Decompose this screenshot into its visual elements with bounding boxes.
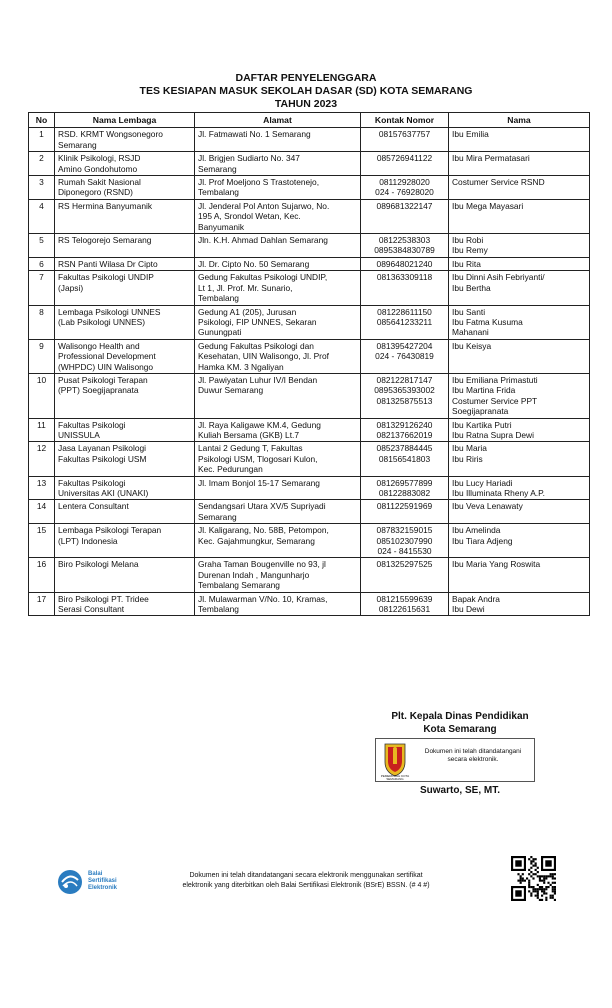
cell-alamat: Gedung Fakultas Psikologi dan Kesehatan, UIN Walisongo, Jl. Prof Hamka KM. 3 Ngaliyan	[195, 339, 361, 373]
cell-nama: Ibu Maria Yang Roswita	[449, 558, 590, 592]
table-body	[29, 128, 590, 616]
cell-alamat: Jl. Prof Moeljono S Trastotenejo, Tembalang	[195, 176, 361, 200]
cell-lembaga: Fakultas Psikologi Universitas AKI (UNAKI)	[55, 476, 195, 500]
cell-kontak: 081395427204 024 - 76430819	[361, 339, 449, 373]
footer-note	[136, 871, 476, 891]
table-header-row	[29, 113, 590, 128]
cell-nama: Ibu Dinni Asih Febriyanti/ Ibu Bertha	[449, 271, 590, 305]
seal-caption: PEMERINTAH KOTA SEMARANG	[380, 774, 410, 781]
cell-alamat: Graha Taman Bougenville no 93, jl Durenan Indah , Mangunharjo Tembalang Semarang	[195, 558, 361, 592]
table-row	[29, 257, 590, 270]
bsre-logo-icon	[56, 868, 84, 896]
col-header-nama: Nama	[449, 113, 590, 128]
table-row	[29, 234, 590, 258]
cell-nama: Ibu Robi Ibu Remy	[449, 234, 590, 258]
cell-nama: Ibu Amelinda Ibu Tiara Adjeng	[449, 524, 590, 558]
cell-lembaga: Jasa Layanan Psikologi Fakultas Psikologi USM	[55, 442, 195, 476]
col-header-kontak: Kontak Nomor	[361, 113, 449, 128]
cell-nama: Ibu Mira Permatasari	[449, 152, 590, 176]
document-title: DAFTAR PENYELENGGARA	[235, 72, 377, 84]
cell-no: 8	[29, 305, 55, 339]
cell-no: 6	[29, 257, 55, 270]
cell-alamat: Jl. Dr. Cipto No. 50 Semarang	[195, 257, 361, 270]
cell-lembaga: Lembaga Psikologi Terapan (LPT) Indonesia	[55, 524, 195, 558]
table-row	[29, 339, 590, 373]
cell-alamat: Lantai 2 Gedung T, Fakultas Psikologi USM, Tlogosari Kulon, Kec. Pedurungan	[195, 442, 361, 476]
cell-lembaga: Fakultas Psikologi UNDIP (Japsi)	[55, 271, 195, 305]
cell-kontak: 08157637757	[361, 128, 449, 152]
cell-nama: Ibu Kartika Putri Ibu Ratna Supra Dewi	[449, 418, 590, 442]
cell-nama: Bapak Andra Ibu Dewi	[449, 592, 590, 616]
cell-kontak: 081122591969	[361, 500, 449, 524]
signer-office: Kota Semarang	[423, 724, 497, 735]
cell-lembaga: RS Telogorejo Semarang	[55, 234, 195, 258]
cell-lembaga: Klinik Psikologi, RSJD Amino Gondohutomo	[55, 152, 195, 176]
cell-kontak: 089681322147	[361, 199, 449, 233]
cell-no: 4	[29, 199, 55, 233]
cell-kontak: 081329126240 082137662019	[361, 418, 449, 442]
footer-note-line2: elektronik yang diterbitkan oleh Balai Sertifikasi Elektronik (BSrE) BSSN. (# 4 #)	[182, 882, 430, 889]
cell-kontak: 081269577899 08122883082	[361, 476, 449, 500]
table-row	[29, 592, 590, 616]
cell-kontak: 089648021240	[361, 257, 449, 270]
document-year: TAHUN 2023	[274, 98, 338, 110]
cell-kontak: 085726941122	[361, 152, 449, 176]
cell-nama: Ibu Rita	[449, 257, 590, 270]
cell-no: 2	[29, 152, 55, 176]
document-subtitle: TES KESIAPAN MASUK SEKOLAH DASAR (SD) KOTA SEMARANG	[139, 85, 473, 97]
signer-position: Plt. Kepala Dinas Pendidikan	[391, 711, 529, 722]
table-row	[29, 128, 590, 152]
col-header-alamat: Alamat	[195, 113, 361, 128]
cell-alamat: Jl. Jenderal Pol Anton Sujarwo, No. 195 A, Srondol Wetan, Kec. Banyumanik	[195, 199, 361, 233]
cell-lembaga: RSD. KRMT Wongsonegoro Semarang	[55, 128, 195, 152]
cell-kontak: 08112928020 024 - 76928020	[361, 176, 449, 200]
cell-lembaga: Lentera Consultant	[55, 500, 195, 524]
bsre-logo	[56, 868, 146, 896]
cell-no: 3	[29, 176, 55, 200]
cell-kontak: 081325297525	[361, 558, 449, 592]
table-row	[29, 373, 590, 418]
cell-alamat: Jln. K.H. Ahmad Dahlan Semarang	[195, 234, 361, 258]
city-seal-icon	[382, 742, 408, 778]
cell-no: 13	[29, 476, 55, 500]
bsre-logo-text: Balai Sertifikasi Elektronik	[88, 871, 118, 891]
cell-kontak: 085237884445 08156541803	[361, 442, 449, 476]
cell-alamat: Jl. Pawiyatan Luhur IV/I Bendan Duwur Semarang	[195, 373, 361, 418]
cell-nama: Ibu Emiliana Primastuti Ibu Martina Frida Costumer Service PPT Soegijapranata	[449, 373, 590, 418]
cell-alamat: Sendangsari Utara XV/5 Supriyadi Semarang	[195, 500, 361, 524]
table-row	[29, 176, 590, 200]
cell-kontak: 08122538303 0895384830789	[361, 234, 449, 258]
cell-no: 16	[29, 558, 55, 592]
cell-no: 17	[29, 592, 55, 616]
cell-lembaga: Biro Psikologi PT. Tridee Serasi Consultant	[55, 592, 195, 616]
cell-lembaga: Biro Psikologi Melana	[55, 558, 195, 592]
cell-kontak: 081363309118	[361, 271, 449, 305]
cell-nama: Ibu Veva Lenawaty	[449, 500, 590, 524]
cell-alamat: Jl. Imam Bonjol 15-17 Semarang	[195, 476, 361, 500]
col-header-lembaga: Nama Lembaga	[55, 113, 195, 128]
cell-lembaga: Walisongo Health and Professional Development (WHPDC) UIN Walisongo	[55, 339, 195, 373]
cell-lembaga: Fakultas Psikologi UNISSULA	[55, 418, 195, 442]
table-row	[29, 152, 590, 176]
cell-alamat: Jl. Fatmawati No. 1 Semarang	[195, 128, 361, 152]
footer-note-line1: Dokumen ini telah ditandatangani secara elektronik menggunakan sertifikat	[189, 872, 423, 879]
cell-kontak: 082122817147 0895365393002 081325875513	[361, 373, 449, 418]
qr-code-icon	[511, 856, 556, 901]
cell-nama: Ibu Santi Ibu Fatma Kusuma Mahanani	[449, 305, 590, 339]
e-signature-stamp	[375, 738, 535, 782]
cell-lembaga: RS Hermina Banyumanik	[55, 199, 195, 233]
cell-nama: Ibu Lucy Hariadi Ibu Illuminata Rheny A.P.	[449, 476, 590, 500]
table-row	[29, 418, 590, 442]
cell-lembaga: Lembaga Psikologi UNNES (Lab Psikologi UNNES)	[55, 305, 195, 339]
table-row	[29, 199, 590, 233]
cell-no: 12	[29, 442, 55, 476]
cell-no: 7	[29, 271, 55, 305]
table-row	[29, 442, 590, 476]
cell-no: 5	[29, 234, 55, 258]
table-row	[29, 500, 590, 524]
cell-nama: Ibu Maria Ibu Riris	[449, 442, 590, 476]
cell-alamat: Gedung Fakultas Psikologi UNDIP, Lt 1, Jl. Prof. Mr. Sunario, Tembalang	[195, 271, 361, 305]
cell-no: 9	[29, 339, 55, 373]
cell-alamat: Gedung A1 (205), Jurusan Psikologi, FIP UNNES, Sekaran Gunungpati	[195, 305, 361, 339]
cell-kontak: 081228611150 085641233211	[361, 305, 449, 339]
cell-kontak: 081215599639 08122615631	[361, 592, 449, 616]
cell-alamat: Jl. Kaligarang, No. 58B, Petompon, Kec. Gajahmungkur, Semarang	[195, 524, 361, 558]
table-row	[29, 305, 590, 339]
cell-lembaga: Rumah Sakit Nasional Diponegoro (RSND)	[55, 176, 195, 200]
cell-kontak: 087832159015 085102307990 024 - 8415530	[361, 524, 449, 558]
cell-lembaga: Pusat Psikologi Terapan (PPT) Soegijapranata	[55, 373, 195, 418]
cell-no: 10	[29, 373, 55, 418]
cell-alamat: Jl. Mulawarman V/No. 10, Kramas, Tembalang	[195, 592, 361, 616]
table-row	[29, 476, 590, 500]
cell-no: 15	[29, 524, 55, 558]
provider-table	[28, 112, 590, 616]
cell-lembaga: RSN Panti Wilasa Dr Cipto	[55, 257, 195, 270]
cell-no: 1	[29, 128, 55, 152]
cell-nama: Ibu Emilia	[449, 128, 590, 152]
cell-nama: Costumer Service RSND	[449, 176, 590, 200]
cell-alamat: Jl. Brigjen Sudiarto No. 347 Semarang	[195, 152, 361, 176]
cell-nama: Ibu Keisya	[449, 339, 590, 373]
stamp-text: Dokumen ini telah ditandatangani secara elektronik.	[424, 748, 522, 763]
cell-no: 11	[29, 418, 55, 442]
cell-alamat: Jl. Raya Kaligawe KM.4, Gedung Kuliah Bersama (GKB) Lt.7	[195, 418, 361, 442]
table-row	[29, 271, 590, 305]
col-header-no: No	[29, 113, 55, 128]
table-row	[29, 524, 590, 558]
cell-nama: Ibu Mega Mayasari	[449, 199, 590, 233]
table-row	[29, 558, 590, 592]
signer-name: Suwarto, SE, MT.	[419, 785, 500, 796]
cell-no: 14	[29, 500, 55, 524]
